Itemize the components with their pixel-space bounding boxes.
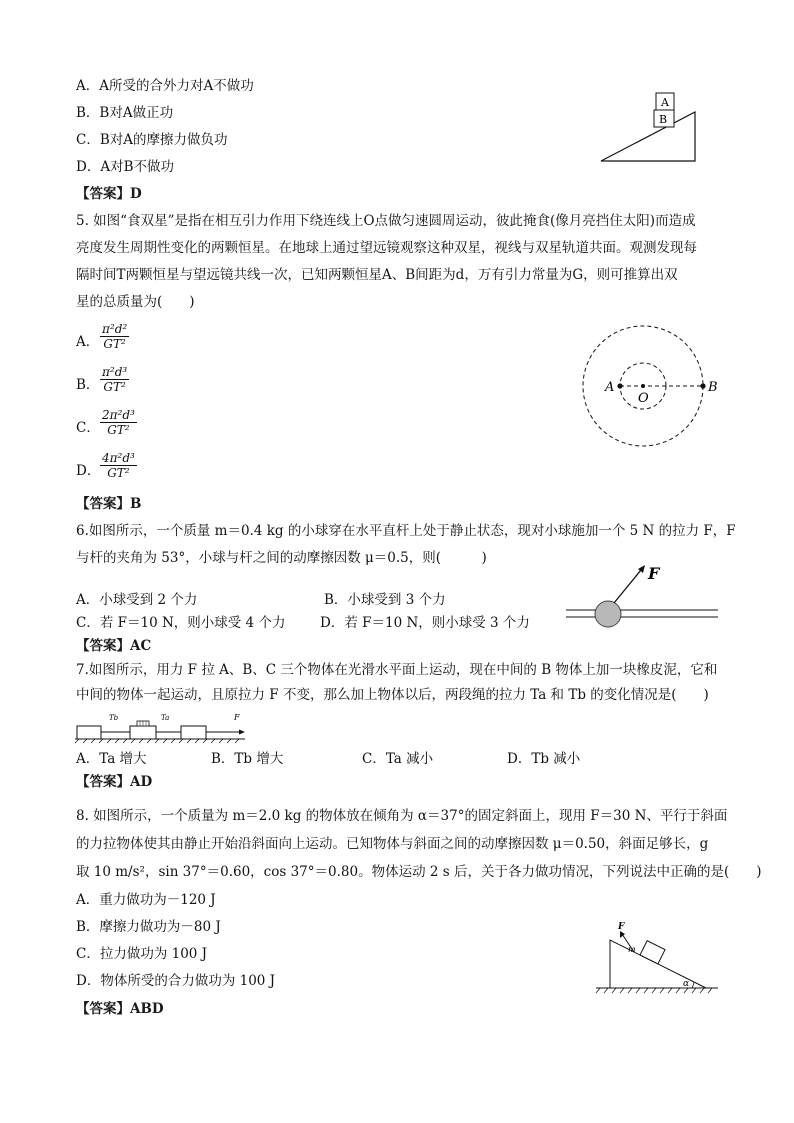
q5-option-a-denominator: GT² [103,337,126,351]
q8-fig-label-alpha: α [683,979,690,989]
q7-option-d: D．Tb 减小 [507,751,581,767]
q5-option-d-fraction [100,451,137,481]
q5-stem-line-3: 隔时间T两颗恒星与望远镜共线一次，已知两颗恒星A、B间距为d，万有引力常量为G，则可推算出双 [76,267,678,283]
q4-option-d: D．A对B不做功 [76,159,174,175]
star-a-dot [617,383,622,388]
q6-stem-line-1: 6.如图所示，一个质量 m＝0.4 kg 的小球穿在水平直杆上处于静止状态，现对小球施加一个 5 N 的拉力 F，F [76,523,736,539]
q5-answer: 【答案】B [76,496,142,512]
q6-option-c: C．若 F＝10 N，则小球受 4 个力 [76,615,286,631]
q7-stem-line-2: 中间的物体一起运动，且原拉力 F 不变，那么加上物体以后，两段绳的拉力 Ta 和 Tb 的变化情况是( ) [76,687,709,703]
q8-option-a: A．重力做功为－120 J [76,892,216,908]
q8-stem-line-1: 8. 如图所示，一个质量为 m＝2.0 kg 的物体放在倾角为 α＝37°的固定斜面上，现用 F＝30 N、平行于斜面 [76,808,728,824]
q4-fig-label-a: A [661,96,669,109]
q8-option-b: B．摩擦力做功为－80 J [76,919,221,935]
q8-option-c: C．拉力做功为 100 J [76,946,208,962]
q6-answer: 【答案】AC [76,638,152,654]
q5-option-c-denominator: GT² [107,423,130,437]
q6-ball-rod-figure [562,560,722,632]
q5-option-d-denominator: GT² [107,466,130,480]
q7-fig-label-f: F [234,713,240,722]
center-o-dot [641,384,645,388]
q6-stem-line-2: 与杆的夹角为 53°，小球与杆之间的动摩擦因数 μ＝0.5，则( ) [76,550,487,566]
q5-option-d-label: D． [76,463,101,479]
q8-answer: 【答案】ABD [76,1001,164,1017]
q5-fig-label-o: O [638,391,649,406]
q5-option-b-fraction [100,365,129,395]
q5-option-b-numerator: π²d³ [102,365,128,379]
q7-option-a: A．Ta 增大 [76,751,147,767]
q4-option-b: B．B对A做正功 [76,105,174,121]
q5-option-a-numerator: π²d² [102,322,128,336]
q8-stem-line-2: 的力拉物体使其由静止开始沿斜面向上运动。已知物体与斜面之间的动摩擦因数 μ＝0.50，斜面足够长，g [76,836,709,852]
q5-option-a-fraction [100,322,129,352]
q7-answer: 【答案】AD [76,774,153,790]
q5-option-d-numerator: 4π²d³ [102,451,135,465]
q8-fig-label-m: m [628,945,636,954]
q5-binary-star-figure [580,322,730,452]
q7-stem-line-1: 7.如图所示，用力 F 拉 A、B、C 三个物体在光滑水平面上运动，现在中间的 B 物体上加一块橡皮泥，它和 [76,662,718,678]
q5-option-b-denominator: GT² [103,380,126,394]
q7-fig-label-tb: Tb [109,714,119,722]
q5-stem-line-1: 5. 如图“食双星”是指在相互引力作用下绕连线上O点做匀速圆周运动，彼此掩食(像月亮挡住太阳)而造成 [76,213,696,229]
q5-stem-line-2: 亮度发生周期性变化的两颗恒星。在地球上通过望远镜观察这种双星，视线与双星轨道共面。观测发现每 [76,240,697,256]
q6-option-a: A．小球受到 2 个力 [76,592,198,608]
q5-fig-label-a: A [605,380,615,395]
q4-answer: 【答案】D [76,186,142,202]
star-b-dot [700,383,705,388]
q8-incline-figure [594,918,720,996]
q4-option-a: A．A所受的合外力对A不做功 [76,78,254,94]
q7-option-b: B．Tb 增大 [211,751,284,767]
q4-incline-figure [598,90,702,164]
q4-option-c: C．B对A的摩擦力做负功 [76,132,228,148]
q5-option-a-label: A． [76,334,100,350]
q7-fig-label-ta: Ta [161,714,170,722]
q6-option-b: B．小球受到 3 个力 [324,592,446,608]
q6-fig-label-f: F [648,564,660,583]
q5-option-c-label: C． [76,420,100,436]
q7-three-blocks-figure [75,706,255,744]
q6-option-d: D．若 F＝10 N，则小球受 3 个力 [320,615,530,631]
q4-fig-label-b: B [659,113,668,126]
q5-option-b-label: B． [76,377,100,393]
q8-option-d: D．物体所受的合力做功为 100 J [76,973,276,989]
q8-stem-line-3: 取 10 m/s²，sin 37°＝0.60，cos 37°＝0.80。物体运动 2 s 后，关于各力做功情况，下列说法中正确的是( ) [76,864,762,880]
q5-option-c-fraction [100,408,137,438]
q5-option-c-numerator: 2π²d³ [102,408,135,422]
q7-option-c: C．Ta 减小 [362,751,434,767]
q5-stem-line-4: 星的总质量为( ) [76,294,195,310]
q5-fig-label-b: B [708,380,718,395]
q8-fig-label-f: F [618,922,625,932]
